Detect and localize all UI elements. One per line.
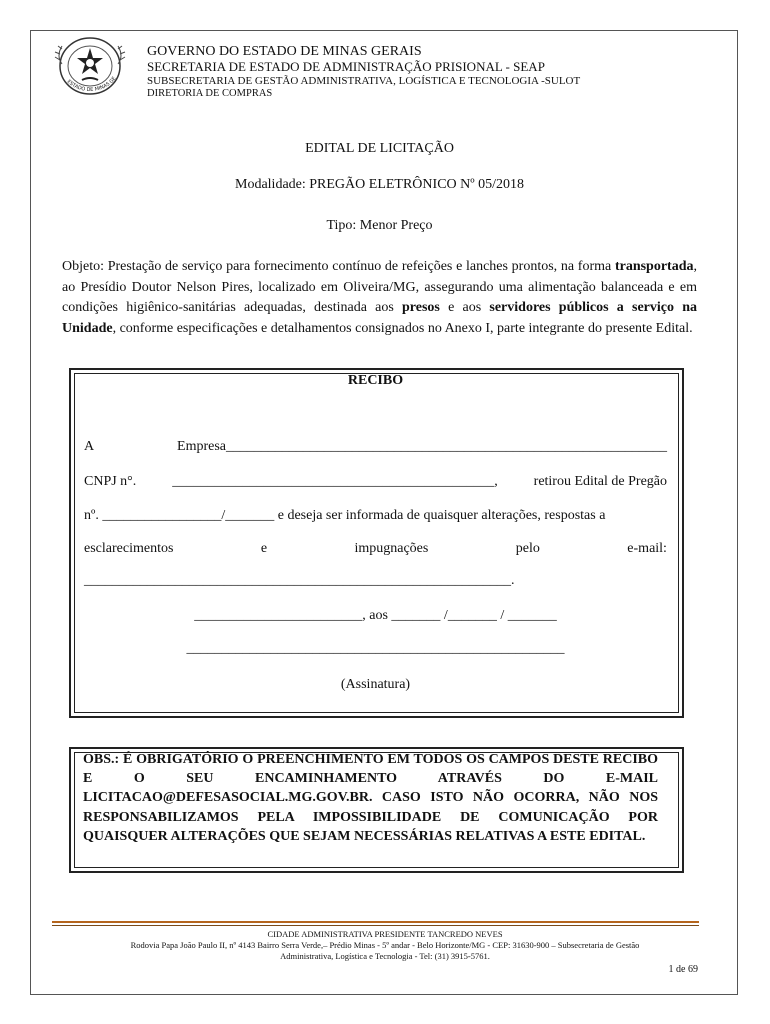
objeto-bold-1: transportada (614, 259, 694, 274)
footer-divider-bottom (52, 925, 699, 926)
header-directorate: DIRETORIA DE COMPRAS (147, 87, 273, 99)
header-subsecretariat: SUBSECRETARIA DE GESTÃO ADMINISTRATIVA, LOGÍSTICA E TECNOLOGIA -SULOT (147, 75, 581, 88)
date-place-field[interactable]: ________________________, aos _______ /_______ / _______ (194, 608, 557, 623)
footer-line-2: Rodovia Papa João Paulo II, nº 4143 Bairro Serra Verde,– Prédio Minas - 5º andar - Belo Horizonte/MG - CEP: 31630-900 – Subsecretaria de Gestão (130, 940, 640, 950)
footer-divider-top (52, 921, 699, 923)
letterhead (147, 44, 727, 100)
footer-line-1: CIDADE ADMINISTRATIVA PRESIDENTE TANCREDO NEVES (267, 929, 503, 939)
cnpj-field[interactable]: ______________________________________________, (172, 474, 498, 489)
word-e: e (260, 541, 268, 556)
word-impugnacoes: impugnações (354, 541, 429, 556)
objeto-paragraph (62, 257, 697, 339)
cnpj-tail: retirou Edital de Pregão (533, 474, 667, 489)
recibo-number-line[interactable]: nº. _________________/_______ e deseja ser informada de quaisquer alterações, respostas a (84, 508, 606, 523)
objeto-text-3: e aos (439, 300, 490, 315)
objeto-text-1: Objeto: Prestação de serviço para fornecimento contínuo de refeições e lanches prontos, na forma (62, 259, 615, 274)
cnpj-label: CNPJ n°. (84, 474, 137, 489)
objeto-bold-2: presos (402, 300, 440, 315)
signature-label: (Assinatura) (340, 677, 411, 692)
empresa-field[interactable]: Empresa_______________________________________________________________ (177, 439, 667, 454)
recibo-cnpj-line (84, 474, 667, 490)
footer-divider (52, 921, 699, 926)
email-field[interactable]: _____________________________________________________________. (84, 573, 515, 588)
tipo-line: Tipo: Menor Preço (326, 218, 433, 233)
obs-notice: OBS.: É OBRIGATÓRIO O PREENCHIMENTO EM TODOS OS CAMPOS DESTE RECIBO E O SEU ENCAMINHAMENTO ATRAVÉS DO E-MAIL LICITACAO@DEFESASOCIAL.MG.GOV.BR. CASO ISTO NÃO OCORRA, NÃO NOS RESPONSABILIZAMOS PELA IMPOSSIBILIDADE DE COMUNICAÇÃO POR QUAISQUER ALTERAÇÕES QUE SEJAM NECESSÁRIAS RELATIVAS A ESTE EDITAL. (83, 752, 658, 844)
word-email: e-mail: (627, 541, 667, 556)
document-title: EDITAL DE LICITAÇÃO (305, 141, 454, 156)
footer-address (40, 929, 730, 962)
header-government: GOVERNO DO ESTADO DE MINAS GERAIS (147, 44, 422, 59)
word-esclarecimentos: esclarecimentos (84, 541, 174, 556)
objeto-text-4: , conforme especificações e detalhamentos consignados no Anexo I, parte integrante do presente Edital. (112, 320, 693, 336)
signature-field[interactable]: ______________________________________________________ (186, 641, 565, 656)
empresa-prefix: A (84, 439, 95, 454)
objeto-bold-3: servidores públicos a serviço na Unidade (62, 300, 697, 336)
header-secretariat: SECRETARIA DE ESTADO DE ADMINISTRAÇÃO PRISIONAL - SEAP (147, 59, 545, 75)
recibo-title: RECIBO (347, 373, 404, 388)
footer-line-3: Administrativa, Logística e Tecnologia - Tel: (31) 3915-5761. (280, 951, 490, 961)
state-seal-icon (50, 34, 130, 98)
word-pelo: pelo (515, 541, 540, 556)
seal-text: ESTADO DE MINAS GE (65, 75, 118, 94)
recibo-empresa-line (84, 439, 667, 455)
modalidade-line: Modalidade: PREGÃO ELETRÔNICO Nº 05/2018 (235, 177, 524, 192)
objeto-text-2: , ao Presídio Doutor Nelson Pires, localizado em Oliveira/MG, assegurando uma alimentação balanceada e em condições higiênico-sanitárias adequadas, destinada aos (62, 259, 697, 315)
page-number: 1 de 69 (668, 964, 698, 975)
recibo-email-text-line (84, 541, 667, 557)
